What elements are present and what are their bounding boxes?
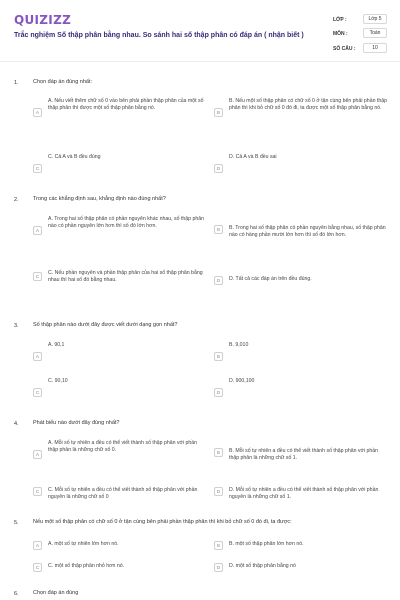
question-text: Chọn đáp án đúng <box>33 590 79 596</box>
quizizz-logo: QUIZIZZ <box>14 13 72 27</box>
question-text: Chọn đáp án đúng nhất: <box>33 79 93 85</box>
option-letter-box: B <box>214 352 223 361</box>
option-letter-box: A <box>33 108 42 117</box>
meta-label-subject: MÔN : <box>333 31 348 37</box>
option-text: A. một số tự nhiên lớn hơn nó. <box>48 541 119 547</box>
option-text: A. 90,1 <box>48 342 65 348</box>
question-text: Số thập phân nào dưới đây được viết dưới dạng gọn nhất? <box>33 322 178 328</box>
question-text: Nếu một số thập phân có chữ số 0 ở tận cùng bên phải phần thập phân thì khi bỏ chữ số 0 đó đi, ta được: <box>33 519 292 525</box>
option-text: B. Trong hai số thập phân có phần nguyên bằng nhau, số thập phân nào có hàng phần mười lớn hơn thì số đó lớn hơn. <box>229 225 386 238</box>
option-letter-box: C <box>33 563 42 572</box>
option-text: D. Mỗi số tự nhiên a đều có thể viết thành số thập phân với phần nguyên là những chữ số 1. <box>229 487 379 500</box>
option-text: C. Cả A và B đều đúng <box>48 154 101 160</box>
option-letter-box: D <box>214 164 223 173</box>
option-letter-box: B <box>214 108 223 117</box>
option-letter-box: D <box>214 388 223 397</box>
question-number: 5. <box>14 520 19 526</box>
option-text: D. Cả A và B đều sai <box>229 154 277 160</box>
option-letter-box: C <box>33 272 42 281</box>
option-text: C. Nếu phần nguyên và phần thập phân của hai số thập phân bằng nhau thì hai số đó bằng nhau. <box>48 270 203 283</box>
option-letter-box: D <box>214 563 223 572</box>
option-text: C. một số thập phân nhỏ hơn nó. <box>48 563 125 569</box>
option-letter-box: B <box>214 541 223 550</box>
option-letter-box: D <box>214 276 223 285</box>
option-letter-box: C <box>33 164 42 173</box>
option-letter-box: B <box>214 225 223 234</box>
question-number: 6. <box>14 591 19 597</box>
option-text: B. Mỗi số tự nhiên a đều có thể viết thành số thập phân với phần thập phân là những chữ số 1. <box>229 448 379 461</box>
meta-value-class: Lớp 5 <box>363 14 387 24</box>
option-letter-box: A <box>33 541 42 550</box>
meta-label-count: SỐ CÂU : <box>333 46 356 52</box>
option-text: A. Mỗi số tự nhiên a đều có thể viết thành số thập phân với phần thập phân là những chữ số 0. <box>48 440 198 453</box>
option-text: A. Nếu viết thêm chữ số 0 vào bên phải phần thập phân của một số thập phân thì được một số thập phân bằng nó. <box>48 98 204 111</box>
option-text: B. một số thập phân lớn hơn nó. <box>229 541 304 547</box>
header-divider <box>0 61 400 62</box>
question-number: 3. <box>14 323 19 329</box>
meta-value-count: 10 <box>363 43 387 53</box>
page-title: Trắc nghiệm Số thập phân bằng nhau. So sánh hai số thập phân có đáp án ( nhận biết ) <box>14 32 304 39</box>
option-text: D. Tất cả các đáp án trên đều đúng. <box>229 276 312 282</box>
option-letter-box: D <box>214 487 223 496</box>
option-text: B. Nếu một số thập phân có chữ số 0 ở tận cùng bên phải phần thập phân thì khi bỏ chữ số 0 đó đi, ta được một số thập phân bằng nó. <box>229 98 387 111</box>
option-letter-box: C <box>33 487 42 496</box>
meta-label-class: LỚP : <box>333 17 347 23</box>
option-text: C. Mỗi số tự nhiên a đều có thể viết thành số thập phân với phần nguyên là những chữ số 0 <box>48 487 198 500</box>
option-text: A. Trong hai số thập phân có phần nguyên khác nhau, số thập phân nào có phần nguyên lớn hơn thì số đó lớn hơn. <box>48 216 205 229</box>
option-letter-box: A <box>33 226 42 235</box>
meta-value-subject: Toán <box>363 28 387 38</box>
option-letter-box: A <box>33 450 42 459</box>
option-text: B. 9,010 <box>229 342 249 348</box>
option-letter-box: C <box>33 388 42 397</box>
option-letter-box: B <box>214 448 223 457</box>
option-text: C. 90,10 <box>48 378 68 384</box>
question-text: Trong các khẳng định sau, khẳng định nào đúng nhất? <box>33 196 166 202</box>
option-text: D. một số thập phân bằng nó <box>229 563 296 569</box>
question-text: Phát biểu nào dưới đây đúng nhất? <box>33 420 120 426</box>
question-number: 1. <box>14 80 19 86</box>
question-number: 2. <box>14 197 19 203</box>
question-number: 4. <box>14 421 19 427</box>
option-text: D. 900,100 <box>229 378 255 384</box>
option-letter-box: A <box>33 352 42 361</box>
